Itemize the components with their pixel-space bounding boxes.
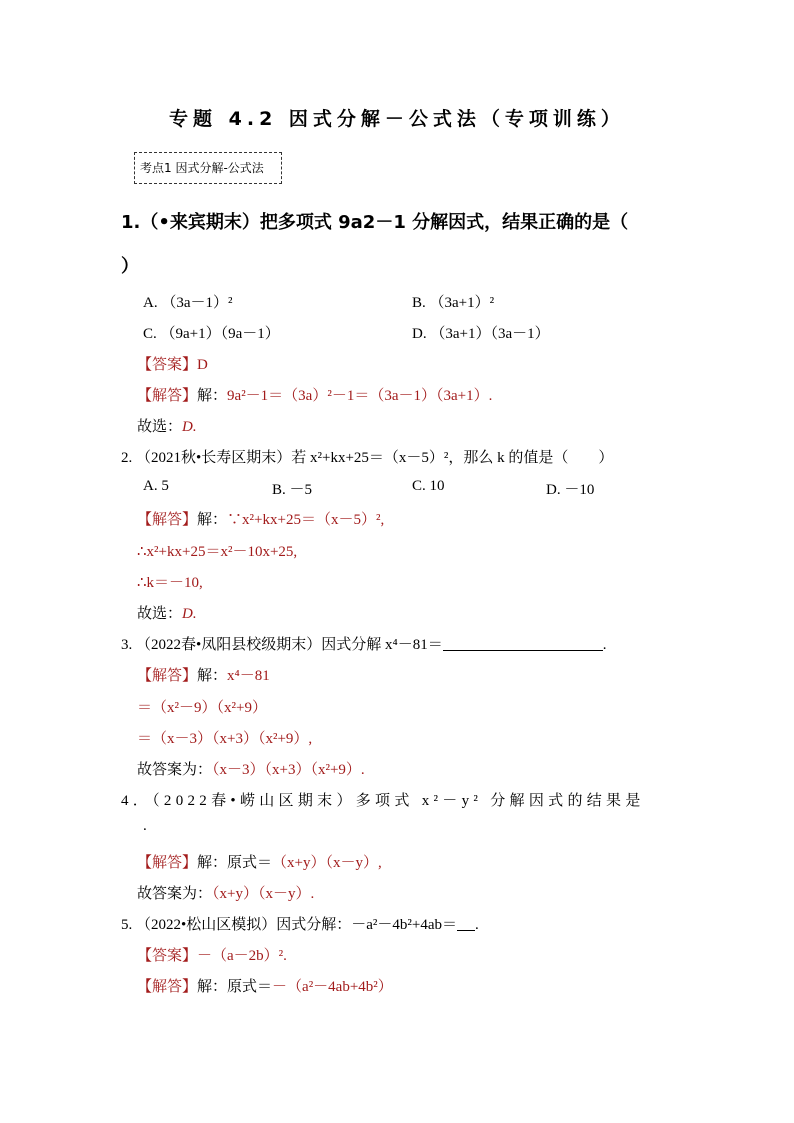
choice-value: D. — [182, 419, 197, 435]
question-5-solution — [137, 975, 393, 996]
question-3-stem — [121, 633, 606, 654]
question-1-option-c: C. （9a+1）（9a－1） — [143, 326, 280, 342]
question-3-solution-line-3: ＝（x－3）（x+3）（x²+9）, — [137, 731, 313, 747]
question-1-stem: 1.（•来宾期末）把多项式 9a2－1 分解因式，结果正确的是（ — [121, 212, 629, 233]
solution-prefix: 解： — [197, 512, 228, 528]
stem-end: . — [602, 637, 607, 653]
choice-prefix: 故选： — [137, 606, 183, 622]
question-3-final — [137, 758, 365, 779]
solution-tag: 【解答】 — [137, 388, 198, 404]
answer-blank — [457, 916, 475, 931]
solution-prefix: 解：原式＝ — [197, 855, 273, 871]
final-answer: （x－3）（x+3）（x²+9）. — [212, 762, 365, 778]
question-2-choice — [137, 602, 197, 623]
question-1-option-b: B. （3a+1）² — [412, 295, 495, 311]
question-1-option-a: A. （3a－1）² — [143, 295, 233, 311]
solution-text: －（a²－4ab+4b²） — [272, 979, 393, 995]
stem-text: 5. （2022•松山区模拟）因式分解：－a²－4b²+4ab＝ — [121, 917, 458, 933]
question-1-answer — [137, 353, 208, 374]
final-prefix: 故答案为： — [137, 762, 213, 778]
page-title: 专题 4.2 因式分解－公式法（专项训练） — [169, 108, 625, 130]
answer-value: －（a－2b）². — [197, 948, 287, 964]
question-1-stem-end: ） — [121, 256, 139, 277]
choice-value: D. — [182, 606, 197, 622]
question-2-stem: 2. （2021秋•长寿区期末）若 x²+kx+25＝（x－5）²，那么 k 的值是（ ） — [121, 450, 614, 466]
stem-text: 3. （2022春•凤阳县校级期末）因式分解 x⁴－81＝ — [121, 637, 443, 653]
question-1-choice — [137, 415, 197, 436]
section-label: 考点1 因式分解-公式法 — [134, 152, 282, 184]
final-prefix: 故答案为： — [137, 886, 213, 902]
question-3-solution-line-2: ＝（x²－9）（x²+9） — [137, 700, 267, 716]
stem-end: . — [475, 917, 479, 933]
question-2-option-c: C. 10 — [412, 478, 445, 494]
question-4-stem: 4．（2022春•崂山区期末）多项式 x²－y² 分解因式的结果是 — [121, 793, 645, 809]
question-3-solution — [137, 664, 270, 685]
solution-line-1: x⁴－81 — [227, 668, 270, 684]
question-2-solution-line-2: ∴x²+kx+25＝x²－10x+25, — [137, 544, 298, 560]
question-2-option-b: B. －5 — [272, 482, 313, 498]
question-2-solution-line-3: ∴k＝－10, — [137, 575, 203, 591]
question-1-solution — [137, 384, 492, 405]
question-5-stem — [121, 913, 479, 934]
solution-prefix: 解： — [197, 388, 228, 404]
solution-text: （x+y）（x－y）, — [272, 855, 382, 871]
question-2-solution — [137, 508, 384, 529]
solution-line-1: ∵x²+kx+25＝（x－5）², — [227, 512, 385, 528]
answer-tag: 【答案】 — [137, 948, 198, 964]
question-1-option-d: D. （3a+1）（3a－1） — [412, 326, 550, 342]
question-4-final — [137, 882, 314, 903]
solution-prefix: 解：原式＝ — [197, 979, 273, 995]
solution-prefix: 解： — [197, 668, 228, 684]
solution-tag: 【解答】 — [137, 855, 198, 871]
solution-tag: 【解答】 — [137, 512, 198, 528]
choice-prefix: 故选： — [137, 419, 183, 435]
question-4-solution — [137, 851, 382, 872]
solution-text: 9a²－1＝（3a）²－1＝（3a－1）（3a+1）. — [227, 388, 493, 404]
answer-tag: 【答案】 — [137, 357, 198, 373]
question-2-option-d: D. －10 — [546, 482, 595, 498]
answer-blank — [443, 636, 603, 651]
solution-tag: 【解答】 — [137, 668, 198, 684]
question-5-answer — [137, 944, 287, 965]
final-answer: （x+y）（x－y）. — [212, 886, 315, 902]
solution-tag: 【解答】 — [137, 979, 198, 995]
answer-value: D — [197, 357, 208, 373]
question-4-stem-end: . — [143, 818, 147, 834]
question-2-option-a: A. 5 — [143, 478, 169, 494]
